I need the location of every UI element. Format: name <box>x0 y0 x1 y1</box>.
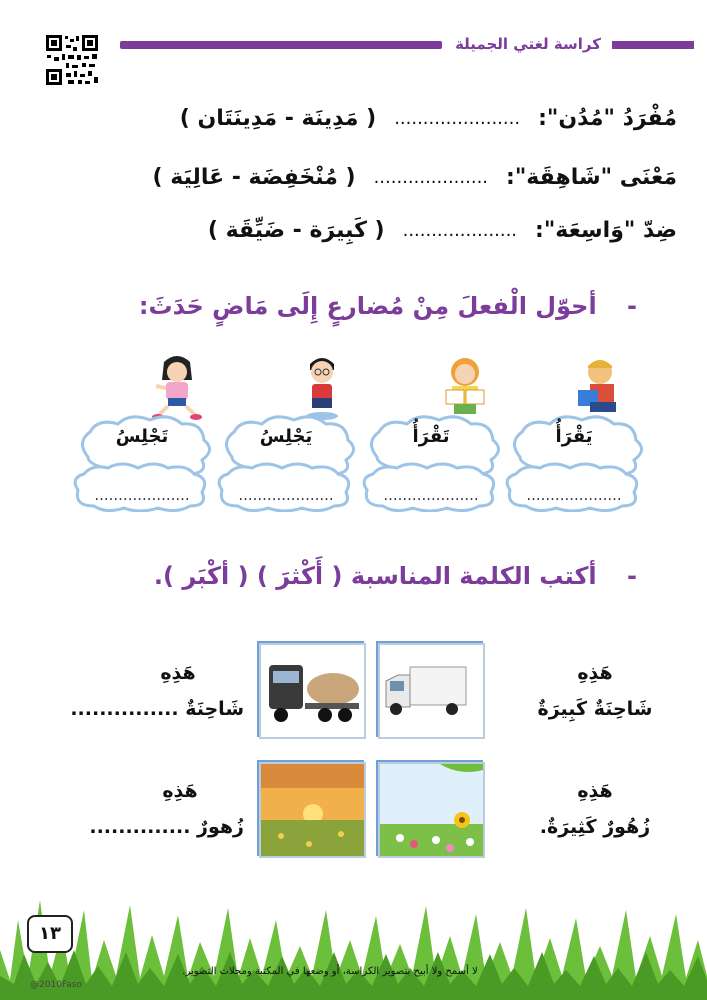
page-number: ١٣ <box>27 915 73 953</box>
author-handle: @2010Faso <box>30 980 82 990</box>
verb-word: تَقْرَأُ <box>412 426 450 447</box>
vocab-label: ضِدّ "وَاسِعَة": <box>535 217 677 243</box>
section-heading-compare <box>154 562 637 590</box>
section-dash: - <box>627 562 637 590</box>
compare-right-1 <box>535 662 655 720</box>
qr-code-icon[interactable] <box>44 33 100 87</box>
answer-blank[interactable]: .................... <box>94 486 190 504</box>
vocab-options: ( كَبِيرَة - ضَيِّقَة ) <box>207 217 385 243</box>
answer-blank[interactable]: .................... <box>526 486 622 504</box>
verb-word: تَجْلِسُ <box>115 426 169 447</box>
vocab-options: ( مُنْخَفِضَة - عَالِيَة ) <box>152 164 356 190</box>
compare-demonstrative: هَذِهِ <box>162 780 198 802</box>
tanker-truck-photo <box>259 643 366 739</box>
verb-word: يَجْلِسُ <box>259 426 313 447</box>
compare-right-2 <box>535 780 655 838</box>
answer-blank[interactable]: .................... <box>402 219 518 241</box>
copyright-notice: لا أسمح ولا أبيح بتصوير الكراسة، أو وضعها في المكتبة ومحلات التصوير. <box>182 966 478 977</box>
vocab-row-opposite <box>27 210 677 250</box>
section-heading-verbs <box>139 292 637 320</box>
sunset-meadow-photo <box>259 762 366 858</box>
grass-border <box>0 880 707 1000</box>
verb-word: يَقْرَأُ <box>555 426 593 447</box>
workbook-title: كراسة لغتي الجميلة <box>455 35 601 53</box>
vocab-row-meaning <box>27 157 677 197</box>
verb-cloud-3 <box>212 412 360 512</box>
compare-left-2 <box>76 780 244 838</box>
section-title: أكتب الكلمة المناسبة ( أَكْثرَ ) ( أكْبَر ). <box>153 562 597 590</box>
verb-cloud-4 <box>68 412 216 512</box>
compare-phrase: شَاحِنَةٌ كَبِيرَةٌ <box>537 698 653 720</box>
compare-demonstrative: هَذِهِ <box>160 662 196 684</box>
header-rule-right <box>612 41 694 49</box>
small-truck-photo <box>378 643 485 739</box>
answer-blank[interactable]: .................... <box>238 486 334 504</box>
answer-blank[interactable]: ...................... <box>394 107 521 129</box>
section-dash: - <box>627 292 637 320</box>
verb-cloud-2 <box>357 412 505 512</box>
compare-left-1 <box>72 662 244 720</box>
compare-blank-phrase[interactable]: شَاحِنَةٌ ............... <box>70 698 244 720</box>
answer-blank[interactable]: .................... <box>373 166 489 188</box>
vocab-row-plural <box>27 98 677 138</box>
verb-cloud-1 <box>500 412 648 512</box>
compare-demonstrative: هَذِهِ <box>577 780 613 802</box>
answer-blank[interactable]: .................... <box>383 486 479 504</box>
vocab-options: ( مَدِينَة - مَدِينَتَان ) <box>179 105 377 131</box>
section-title: أحوّل الْفعلَ مِنْ مُضارعٍ إِلَى مَاضٍ حَدَثَ: <box>138 292 597 320</box>
compare-blank-phrase[interactable]: زُهورٌ .............. <box>89 816 244 838</box>
vocab-label: مَعْنَى "شَاهِقَة": <box>506 164 677 190</box>
compare-phrase: زُهُورٌ كَثِيرَةٌ. <box>539 816 651 838</box>
compare-demonstrative: هَذِهِ <box>577 662 613 684</box>
flowers-field-photo <box>378 762 485 858</box>
header-rule <box>120 41 442 49</box>
vocab-label: مُفْرَدُ "مُدُن": <box>538 105 677 131</box>
